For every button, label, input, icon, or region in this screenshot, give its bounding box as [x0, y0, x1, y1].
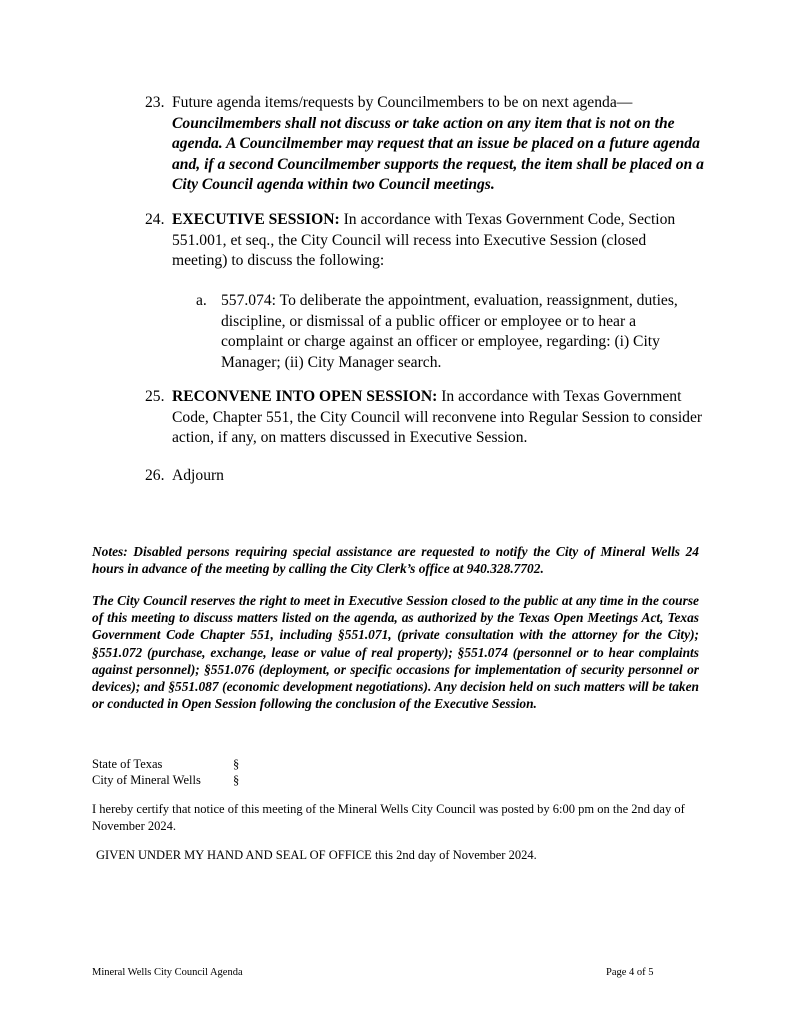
item-body — [172, 93, 705, 196]
section-symbol: § — [233, 757, 240, 771]
agenda-item-23 — [145, 93, 705, 196]
item-body — [172, 210, 705, 272]
item-text: In accordance with Texas Government Code, Chapter 551, the City Council will reconvene into Regular Session to consider action, if any, on matters discussed in Executive Session. — [172, 388, 703, 446]
agenda-item-24 — [145, 210, 705, 272]
city-row — [92, 772, 292, 789]
item-emphasis: Councilmembers shall not discuss or take action on any item that is not on the agenda. A Councilmember may request that an issue be placed on a future agenda and, if a second Councilmember supports the request, the item shall be placed on a City Council agenda within two Council meetings. — [172, 114, 704, 193]
given-under-hand: GIVEN UNDER MY HAND AND SEAL OF OFFICE this 2nd day of November 2024. — [96, 848, 537, 862]
item-number: 25. — [145, 388, 165, 405]
footer-page-number: Page 4 of 5 — [606, 967, 654, 978]
agenda-item-26 — [145, 466, 705, 487]
item-number: 23. — [145, 94, 165, 111]
state-row — [92, 756, 292, 773]
footer-title: Mineral Wells City Council Agenda — [92, 967, 243, 978]
item-text: In accordance with Texas Government Code, Section 551.001, et seq., the City Council will recess into Executive Session (closed meeting) to discuss the following: — [172, 211, 676, 269]
item-text: Adjourn — [172, 467, 224, 484]
state-label: State of Texas — [92, 757, 163, 771]
item-heading: RECONVENE INTO OPEN SESSION: — [172, 388, 438, 405]
item-number: 24. — [145, 211, 165, 228]
item-number: 26. — [145, 467, 165, 484]
agenda-item-25 — [145, 387, 705, 449]
agenda-subitem-24a — [196, 291, 696, 373]
notes-disabled-access: Notes: Disabled persons requiring special assistance are requested to notify the City of Mineral Wells 24 hours in advance of the meeting by calling the City Clerk’s office at 940.328.7702. — [92, 544, 699, 577]
subitem-letter: a. — [196, 292, 207, 309]
notes-executive-session: The City Council reserves the right to meet in Executive Session closed to the public at any time in the course of this meeting to discuss matters listed on the agenda, as authorized by the Texas Open Meetings Act, Texas Government Code Chapter 551, including §551.071, (private consultation with the attorney for the City); §551.072 (purchase, exchange, lease or value of real property); §551.074 (personnel or to hear complaints against personnel); §551.076 (deployment, or specific occasions for implementation of security personnel or devices); and §551.087 (economic development negotiations). Any decision held on such matters will be taken or conducted in Open Session following the conclusion of the Executive Session. — [92, 593, 699, 712]
city-label: City of Mineral Wells — [92, 773, 201, 787]
item-heading: EXECUTIVE SESSION: — [172, 211, 340, 228]
certification-statement: I hereby certify that notice of this meeting of the Mineral Wells City Council was posted by 6:00 pm on the 2nd day of November 2024. — [92, 802, 685, 833]
item-text: Future agenda items/requests by Councilmembers to be on next agenda— — [172, 94, 633, 111]
subitem-text: 557.074: To deliberate the appointment, evaluation, reassignment, duties, discipline, or dismissal of a public officer or employee or to hear a complaint or charge against an officer or employee, regarding: (i) City Manager; (ii) City Manager search. — [221, 292, 678, 371]
section-symbol: § — [233, 773, 240, 787]
item-body — [172, 387, 705, 449]
